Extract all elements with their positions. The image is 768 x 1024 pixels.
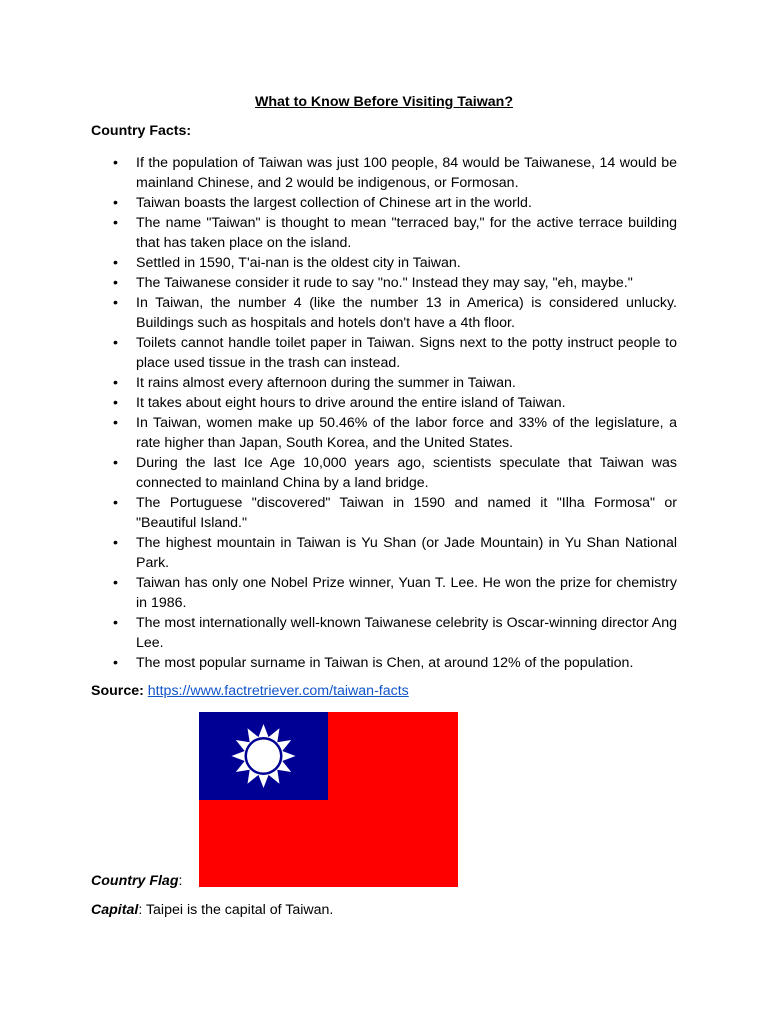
- list-item: • In Taiwan, the number 4 (like the number 13 in America) is considered unlucky. Buildings such as hospitals and hotels don't have a 4th floor.: [91, 293, 677, 333]
- capital-text: : Taipei is the capital of Taiwan.: [138, 902, 334, 918]
- list-item: • In Taiwan, women make up 50.46% of the labor force and 33% of the legislature, a rate higher than Japan, South Korea, and the United States.: [91, 413, 677, 453]
- list-item: • Settled in 1590, T'ai-nan is the oldest city in Taiwan.: [91, 253, 677, 273]
- source-label: Source:: [91, 683, 144, 699]
- list-item: • The most popular surname in Taiwan is Chen, at around 12% of the population.: [91, 653, 677, 673]
- list-item: • The Taiwanese consider it rude to say "no." Instead they may say, "eh, maybe.": [91, 273, 677, 293]
- list-item: • The Portuguese "discovered" Taiwan in 1590 and named it "Ilha Formosa" or "Beautiful Island.": [91, 493, 677, 533]
- list-item: • During the last Ice Age 10,000 years ago, scientists speculate that Taiwan was connected to mainland China by a land bridge.: [91, 453, 677, 493]
- list-item: • If the population of Taiwan was just 100 people, 84 would be Taiwanese, 14 would be mainland Chinese, and 2 would be indigenous, or Formosan.: [91, 153, 677, 193]
- list-item: • The highest mountain in Taiwan is Yu Shan (or Jade Mountain) in Yu Shan National Park.: [91, 533, 677, 573]
- list-item: • Taiwan boasts the largest collection of Chinese art in the world.: [91, 193, 677, 213]
- country-facts-heading: Country Facts:: [91, 123, 192, 139]
- list-item: • The name "Taiwan" is thought to mean "terraced bay," for the active terrace building that has taken place on the island.: [91, 213, 677, 253]
- list-item: • It rains almost every afternoon during the summer in Taiwan.: [91, 373, 677, 393]
- facts-list: [91, 153, 677, 673]
- source-line: [91, 683, 409, 699]
- country-flag-colon: :: [178, 873, 183, 889]
- taiwan-flag-image: [199, 712, 458, 887]
- country-flag-label: Country Flag: [91, 873, 179, 889]
- country-flag-line: [91, 873, 182, 889]
- list-item: • Toilets cannot handle toilet paper in Taiwan. Signs next to the potty instruct people to place used tissue in the trash can instead.: [91, 333, 677, 373]
- document-title: What to Know Before Visiting Taiwan?: [254, 94, 513, 110]
- list-item: • It takes about eight hours to drive around the entire island of Taiwan.: [91, 393, 677, 413]
- list-item: • Taiwan has only one Nobel Prize winner, Yuan T. Lee. He won the prize for chemistry in 1986.: [91, 573, 677, 613]
- sun-disc: [247, 740, 280, 773]
- source-link[interactable]: https://www.factretriever.com/taiwan-facts: [147, 683, 409, 699]
- capital-label: Capital: [91, 902, 139, 918]
- list-item: • The most internationally well-known Taiwanese celebrity is Oscar-winning director Ang Lee.: [91, 613, 677, 653]
- capital-line: [91, 902, 333, 918]
